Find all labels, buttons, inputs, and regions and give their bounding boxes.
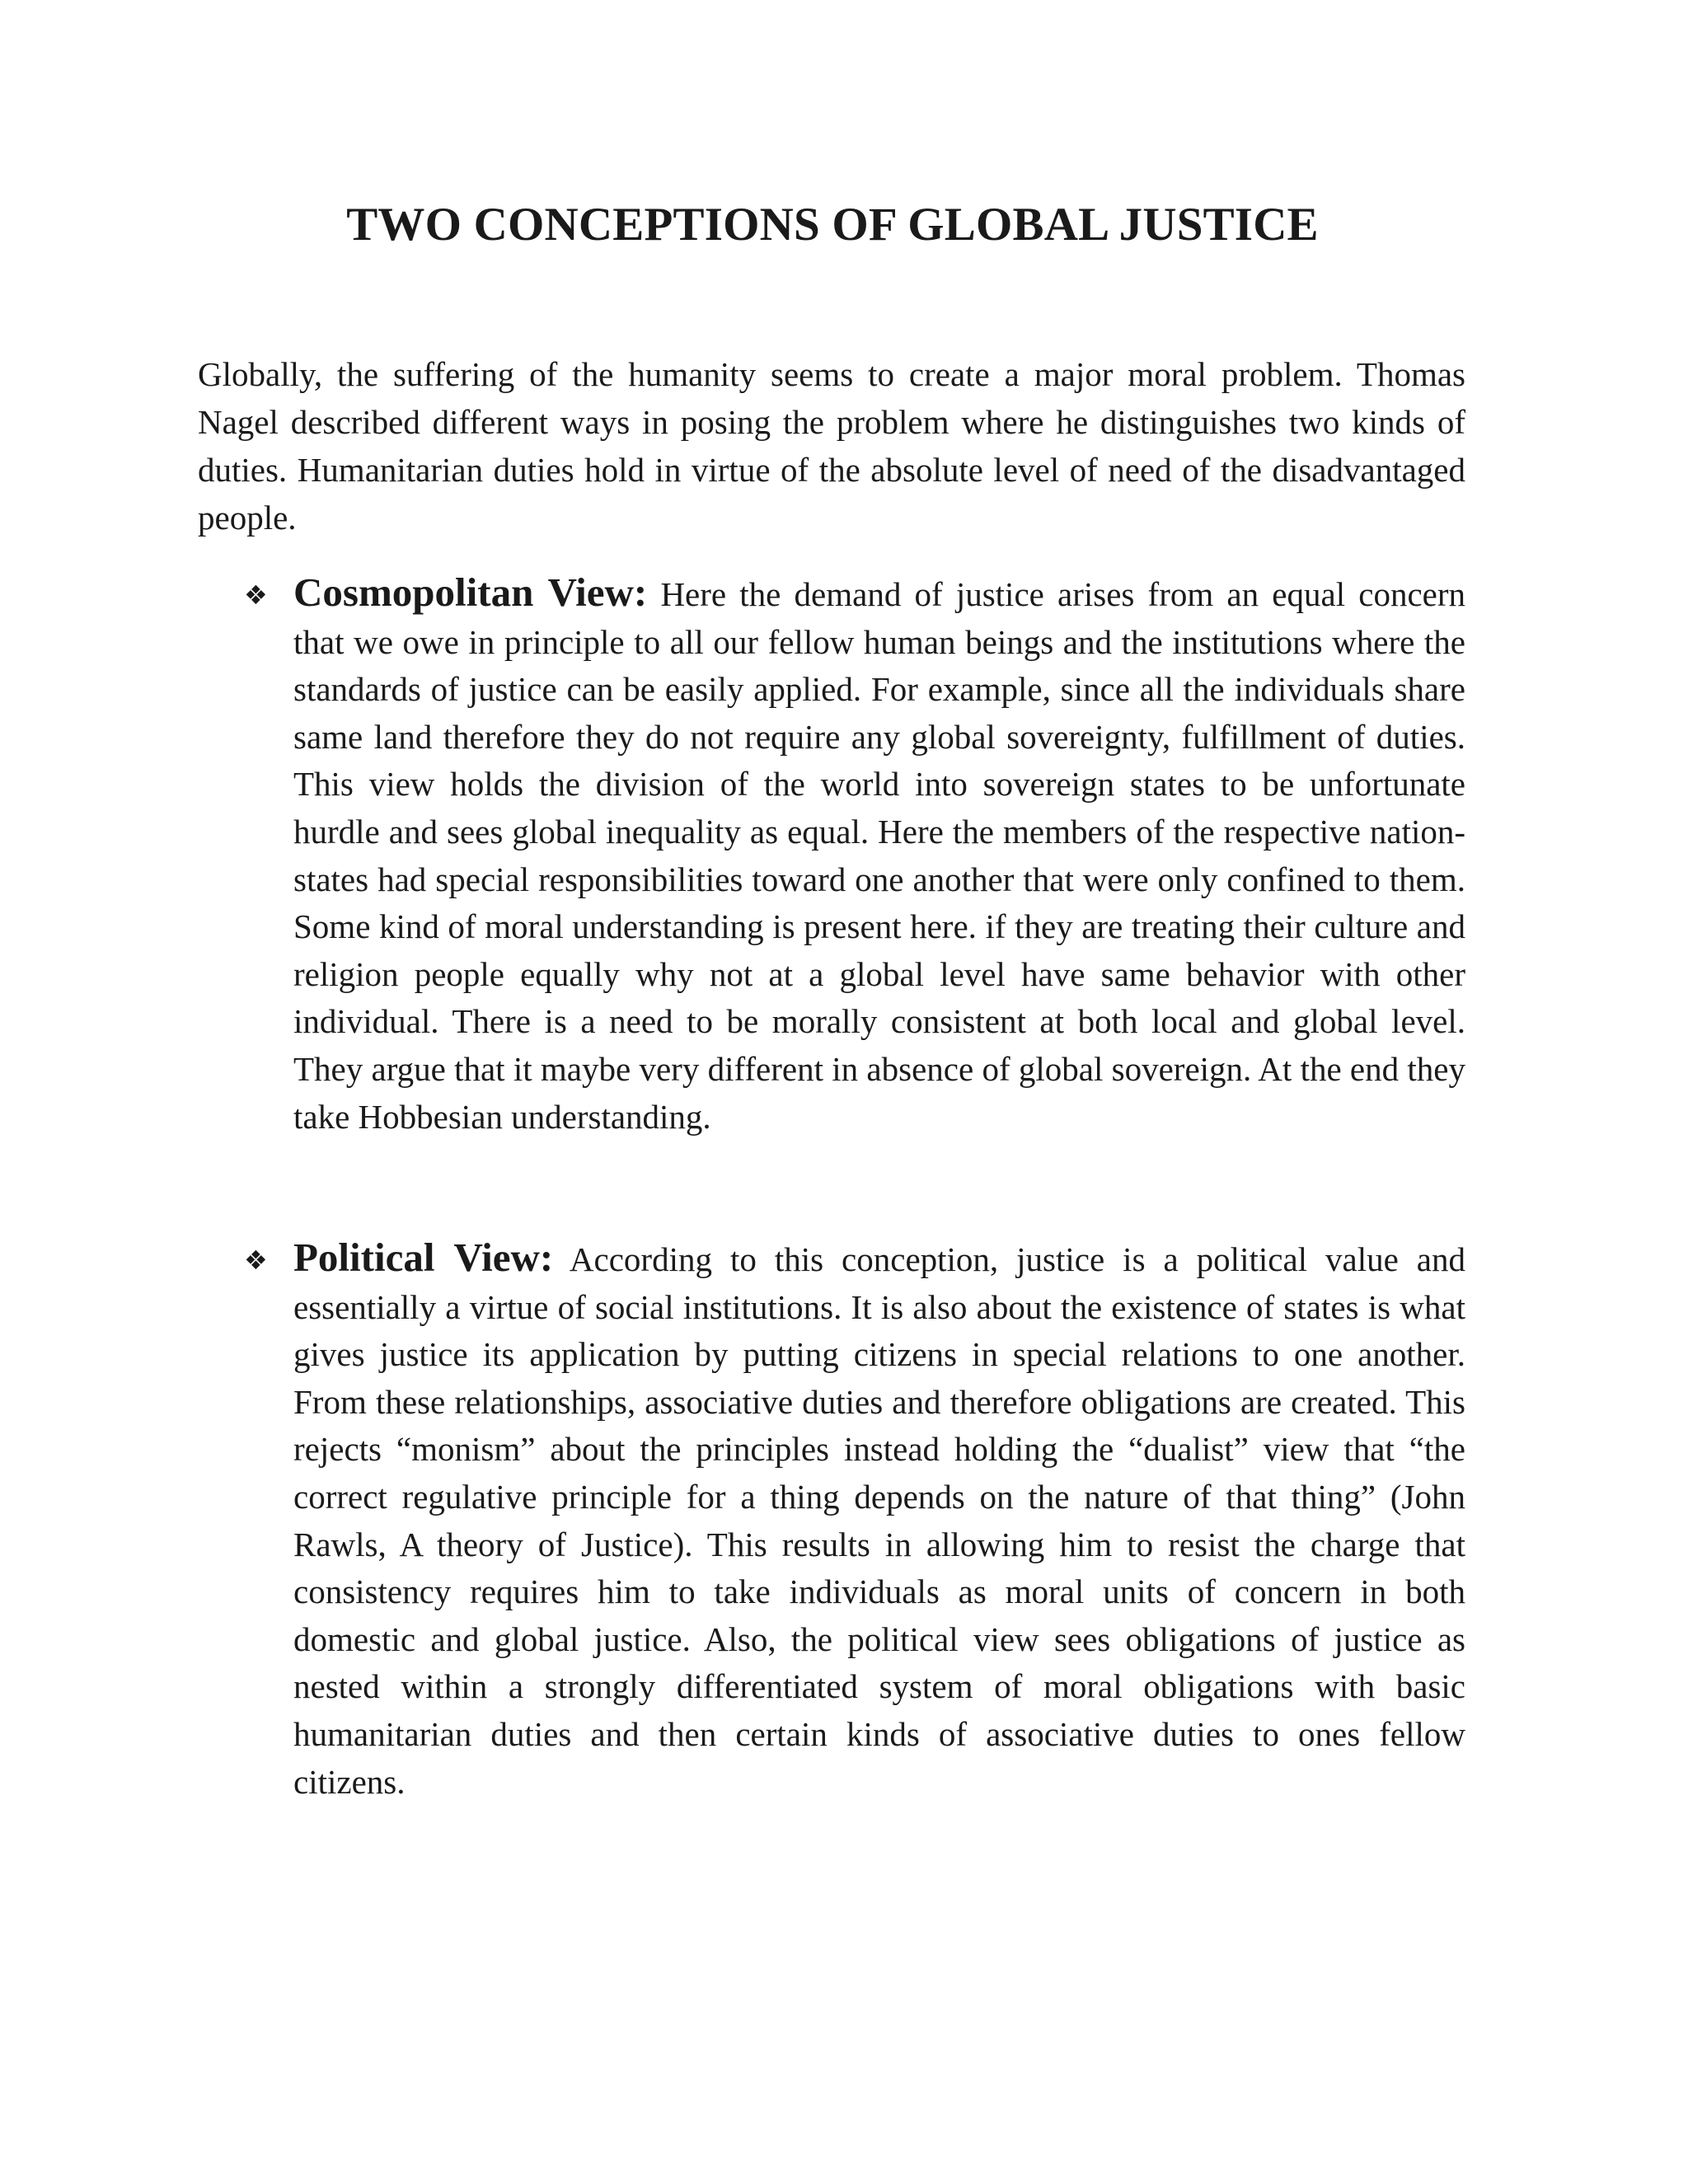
four-diamond-bullet-icon: ❖ [244,579,268,611]
section-paragraph [293,1234,1465,1806]
section-body: Here the demand of justice arises from an equal concern that we owe in principle to all our fellow human beings and the institutions where the standards of justice can be easily applied. For example, since all the individuals share same land therefore they do not require any global sovereignty, fulfillment of duties. This view holds the division of the world into sovereign states to be unfortunate hurdle and sees global inequality as equal. Here the members of the respective nation-states had special responsibilities toward one another that were only confined to them. Some kind of moral understanding is present here. if they are treating their culture and religion people equally why not at a global level have same behavior with other individual. There is a need to be morally consistent at both local and global level. They argue that it maybe very different in absence of global sovereign. At the end they take Hobbesian understanding. [293,575,1466,1136]
four-diamond-bullet-icon: ❖ [244,1244,268,1276]
section-body: According to this conception, justice is a political value and essentially a virtue of social institutions. It is also about the existence of states is what gives justice its application by putting citizens in special relations to one another. From these relationships, associative duties and therefore obligations are created. This rejects “monism” about the principles instead holding the “dualist” view that “the correct regulative principle for a thing depends on the nature of that thing” (John Rawls, A theory of Justice). This results in allowing him to resist the charge that consistency requires him to take individuals as moral units of concern in both domestic and global justice. Also, the political view sees obligations of justice as nested within a strongly differentiated system of moral obligations with basic humanitarian duties and then certain kinds of associative duties to ones fellow citizens. [293,1240,1465,1801]
section-heading: Political View: [293,1235,554,1280]
section-heading: Cosmopolitan View: [293,569,648,615]
page-title: TWO CONCEPTIONS OF GLOBAL JUSTICE [346,199,1319,251]
section-paragraph [293,569,1465,1141]
intro-paragraph: Globally, the suffering of the humanity seems to create a major moral problem. Thomas Nagel described different ways in posing the problem where he distinguishes two kinds of duties. Humanitarian duties hold in virtue of the absolute level of need of the disadvantaged people. [198,355,1465,537]
